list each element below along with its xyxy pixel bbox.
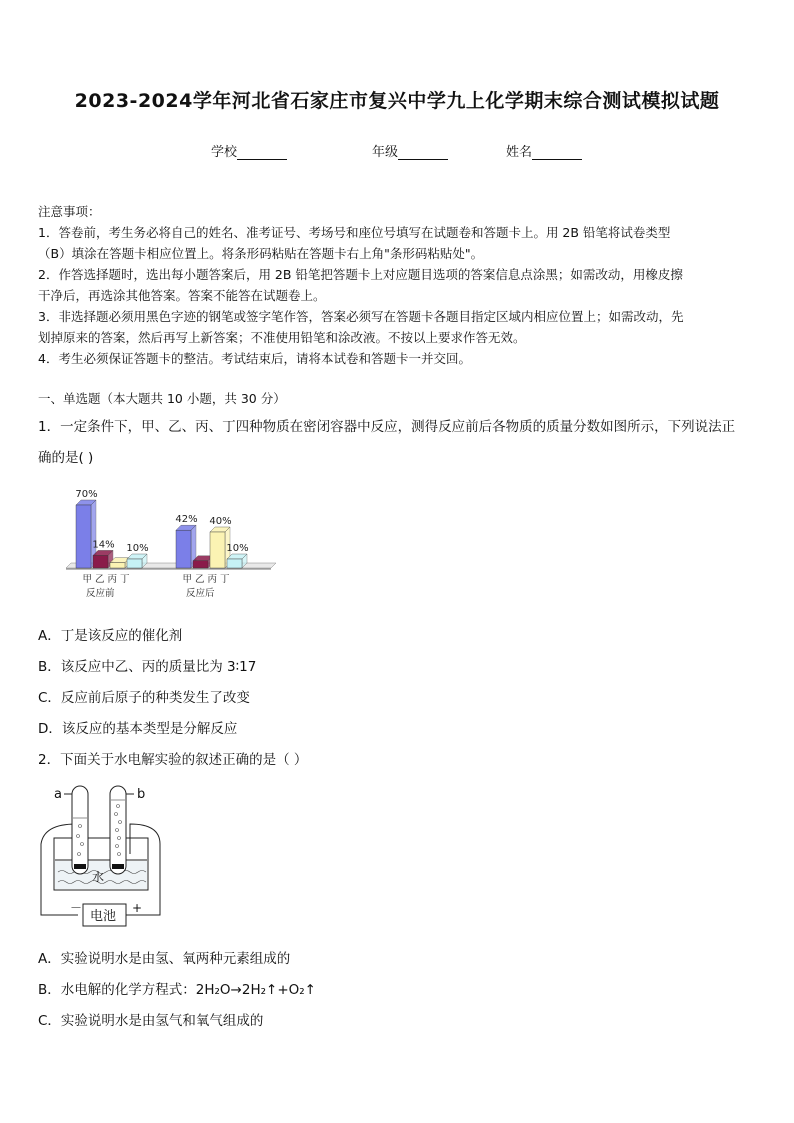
- q2-option-a[interactable]: A．实验说明水是由氢、氧两种元素组成的: [38, 951, 291, 967]
- q1-option-a[interactable]: A．丁是该反应的催化剂: [38, 628, 183, 644]
- electrode-a: [74, 864, 86, 869]
- bar-0-1: [93, 555, 108, 568]
- notice-line: （B）填涂在答题卡相应位置上。将条形码粘贴在答题卡右上角"条形码粘贴处"。: [38, 246, 484, 261]
- bar-1-1: [193, 561, 208, 568]
- notice-heading: 注意事项：: [38, 204, 101, 219]
- data-label-1-2: 40%: [209, 516, 232, 527]
- water-label: 水: [92, 870, 105, 884]
- data-label-0-0: 70%: [75, 489, 98, 500]
- bar-1-3: [227, 559, 242, 568]
- q1-option-d[interactable]: D．该反应的基本类型是分解反应: [38, 721, 238, 737]
- positive-terminal: +: [132, 901, 143, 915]
- notice-line: 干净后，再选涂其他答案。答案不能答在试题卷上。: [38, 288, 326, 303]
- data-label-1-3: 10%: [226, 543, 249, 554]
- bar-1-0: [176, 530, 191, 568]
- q1-option-b[interactable]: B．该反应中乙、丙的质量比为 3∶17: [38, 659, 257, 675]
- section-heading: 一、单选题（本大题共 10 小题，共 30 分）: [38, 391, 286, 406]
- name-field: [506, 141, 582, 160]
- q2-stem: 2．下面关于水电解实验的叙述正确的是（ ）: [38, 752, 308, 768]
- q2-option-c[interactable]: C．实验说明水是由氢气和氧气组成的: [38, 1013, 264, 1029]
- school-label: 学校: [211, 145, 238, 160]
- notice-line: 4．考生必须保证答题卡的整洁。考试结束后，请将本试卷和答题卡一并交回。: [38, 351, 471, 366]
- q1-bar-chart: [56, 480, 286, 604]
- tube-b-label: b: [137, 787, 146, 802]
- page-title: 2023-2024学年河北省石家庄市复兴中学九上化学期末综合测试模拟试题: [74, 90, 720, 112]
- bar-0-3: [127, 559, 142, 568]
- notice-line: 1．答卷前，考生务必将自己的姓名、准考证号、考场号和座位号填写在试题卷和答题卡上。用 2B 铅笔将试卷类型: [38, 225, 671, 240]
- group-title-1: 反应后: [186, 588, 215, 599]
- bar-0-2: [110, 563, 125, 568]
- school-blank: [237, 146, 287, 160]
- category-labels-1: 甲 乙 丙 丁: [182, 574, 230, 585]
- q2-option-b[interactable]: B．水电解的化学方程式：2H₂O→2H₂↑+O₂↑: [38, 982, 316, 998]
- grade-field: [372, 141, 448, 160]
- q1-option-c[interactable]: C．反应前后原子的种类发生了改变: [38, 690, 250, 706]
- tube-b: [110, 786, 126, 874]
- q1-stem-line1: 1．一定条件下，甲、乙、丙、丁四种物质在密闭容器中反应，测得反应前后各物质的质量分数如图所示，下列说法正: [38, 419, 736, 435]
- notice-line: 2．作答选择题时，选出每小题答案后，用 2B 铅笔把答题卡上对应题目选项的答案信息点涂黑；如需改动，用橡皮擦: [38, 267, 683, 282]
- notice-line: 3．非选择题必须用黑色字迹的钢笔或签字笔作答，答案必须写在答题卡各题目指定区域内相应位置上；如需改动，先: [38, 309, 684, 324]
- electrolysis-diagram: [38, 782, 168, 932]
- bar-1-2: [210, 532, 225, 568]
- data-label-0-1: 14%: [92, 539, 115, 551]
- data-label-0-3: 10%: [126, 543, 149, 554]
- battery-label: 电池: [90, 909, 117, 924]
- school-field: [211, 141, 287, 160]
- name-label: 姓名: [506, 145, 533, 160]
- category-labels-0: 甲 乙 丙 丁: [82, 574, 130, 585]
- grade-label: 年级: [372, 145, 399, 160]
- notice-line: 划掉原来的答案，然后再写上新答案；不准使用铅笔和涂改液。不按以上要求作答无效。: [38, 330, 526, 345]
- group-title-0: 反应前: [86, 588, 115, 599]
- notice-block: [38, 201, 758, 369]
- name-blank: [532, 146, 582, 160]
- bar-0-0: [76, 505, 91, 568]
- grade-blank: [398, 146, 448, 160]
- electrode-b: [112, 864, 124, 869]
- data-label-1-0: 42%: [175, 514, 198, 526]
- q1-stem-line2: 确的是( ): [38, 450, 94, 466]
- negative-terminal: －: [70, 901, 83, 915]
- tube-a-label: a: [54, 787, 62, 802]
- tube-a: [72, 786, 88, 874]
